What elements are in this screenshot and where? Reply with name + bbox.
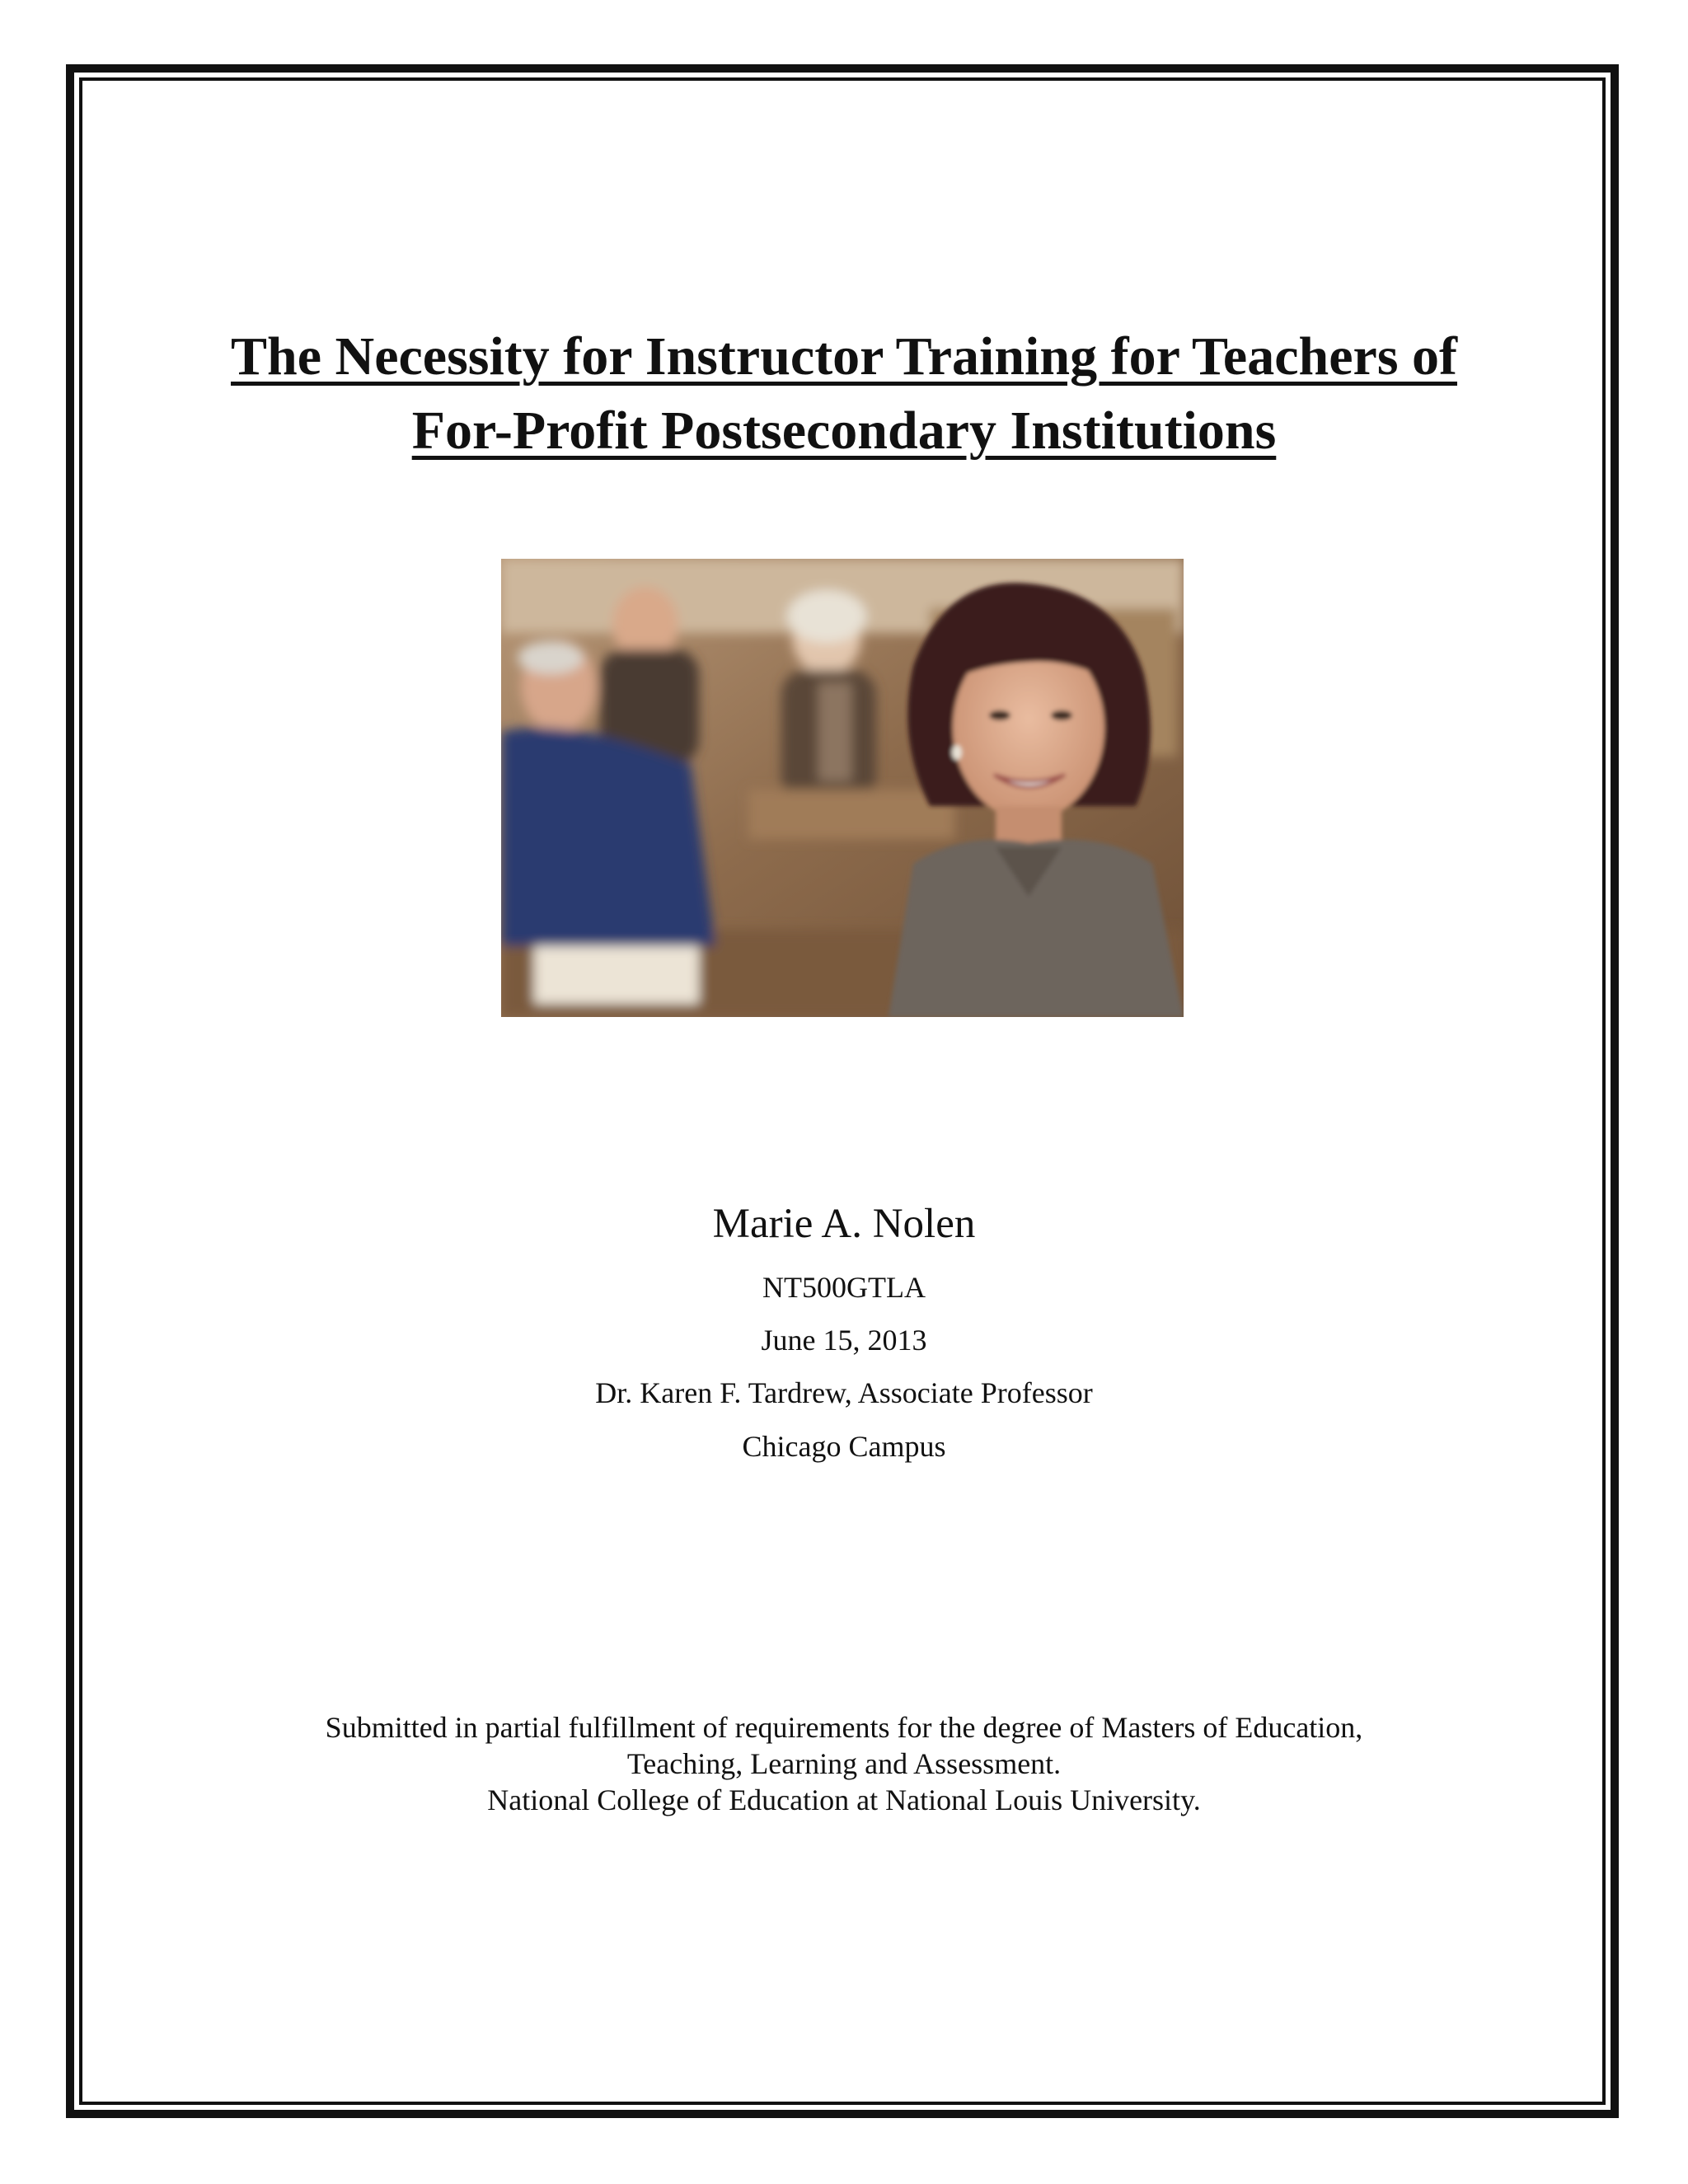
author-name: Marie A. Nolen bbox=[712, 1201, 976, 1247]
campus-name: Chicago Campus bbox=[742, 1430, 946, 1463]
document-title bbox=[132, 320, 1556, 468]
submission-line-3: National College of Education at National Louis University. bbox=[487, 1783, 1201, 1816]
course-code: NT500GTLA bbox=[762, 1271, 926, 1304]
submission-line-2: Teaching, Learning and Assessment. bbox=[626, 1747, 1062, 1780]
title-line-1: The Necessity for Instructor Training for Teachers of bbox=[231, 326, 1457, 387]
submission-date: June 15, 2013 bbox=[761, 1324, 927, 1357]
advisor-name: Dr. Karen F. Tardrew, Associate Professor bbox=[595, 1376, 1093, 1409]
submission-statement bbox=[132, 1709, 1556, 1818]
classroom-photo-icon bbox=[501, 559, 1184, 1017]
title-line-2: For-Profit Postsecondary Institutions bbox=[411, 401, 1277, 461]
submission-line-1: Submitted in partial fulfillment of requirements for the degree of Masters of Education, bbox=[325, 1711, 1363, 1744]
